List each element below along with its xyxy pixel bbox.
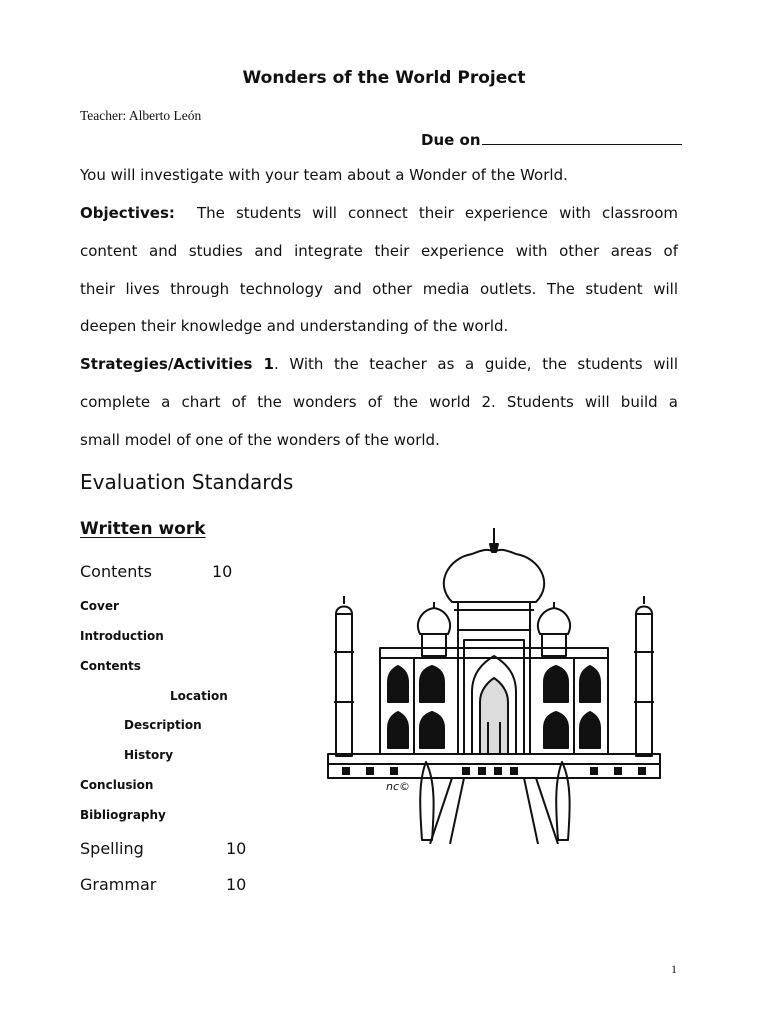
objectives-line-4: deepen their knowledge and understanding of the world. xyxy=(80,317,509,335)
objectives-text-1: The students will connect their experience with classroom xyxy=(197,204,678,222)
contents-item-location: Location xyxy=(170,689,228,703)
grammar-score: 10 xyxy=(226,875,247,894)
contents-item-bibliography: Bibliography xyxy=(80,808,166,822)
contents-item-conclusion: Conclusion xyxy=(80,778,154,792)
contents-label: Contents xyxy=(80,562,152,581)
contents-item-contents: Contents xyxy=(80,659,141,673)
taj-mahal-illustration xyxy=(322,522,666,844)
page-title: Wonders of the World Project xyxy=(242,68,526,88)
evaluation-heading: Evaluation Standards xyxy=(80,470,294,494)
teacher-name: Teacher: Alberto León xyxy=(80,108,202,123)
illustration-signature: nc© xyxy=(386,780,411,793)
contents-item-history: History xyxy=(124,748,174,762)
objectives-label: Objectives: xyxy=(80,204,175,222)
contents-item-description: Description xyxy=(124,718,202,732)
written-work-heading: Written work xyxy=(80,519,206,539)
spelling-label: Spelling xyxy=(80,839,144,858)
intro-paragraph: You will investigate with your team about a Wonder of the World. xyxy=(80,166,568,184)
spelling-score: 10 xyxy=(226,839,247,858)
strategies-line-2: complete a chart of the wonders of the world 2. Students will build a xyxy=(80,393,678,411)
due-date-field xyxy=(421,130,682,149)
strategies-text-1: . With the teacher as a guide, the students will xyxy=(273,355,678,373)
due-label: Due on xyxy=(421,131,481,149)
objectives-line-3: their lives through technology and other media outlets. The student will xyxy=(80,280,678,298)
objectives-line-1 xyxy=(80,204,678,222)
contents-score: 10 xyxy=(212,562,233,581)
strategies-line-1 xyxy=(80,355,678,373)
contents-row xyxy=(80,562,152,581)
due-blank-line xyxy=(482,130,682,145)
strategies-label: Strategies/Activities 1 xyxy=(80,355,274,373)
page-number: 1 xyxy=(671,962,677,976)
strategies-line-3: small model of one of the wonders of the world. xyxy=(80,431,440,449)
contents-item-cover: Cover xyxy=(80,599,119,613)
grammar-label: Grammar xyxy=(80,875,157,894)
objectives-line-2: content and studies and integrate their experience with other areas of xyxy=(80,242,678,260)
contents-item-introduction: Introduction xyxy=(80,629,164,643)
